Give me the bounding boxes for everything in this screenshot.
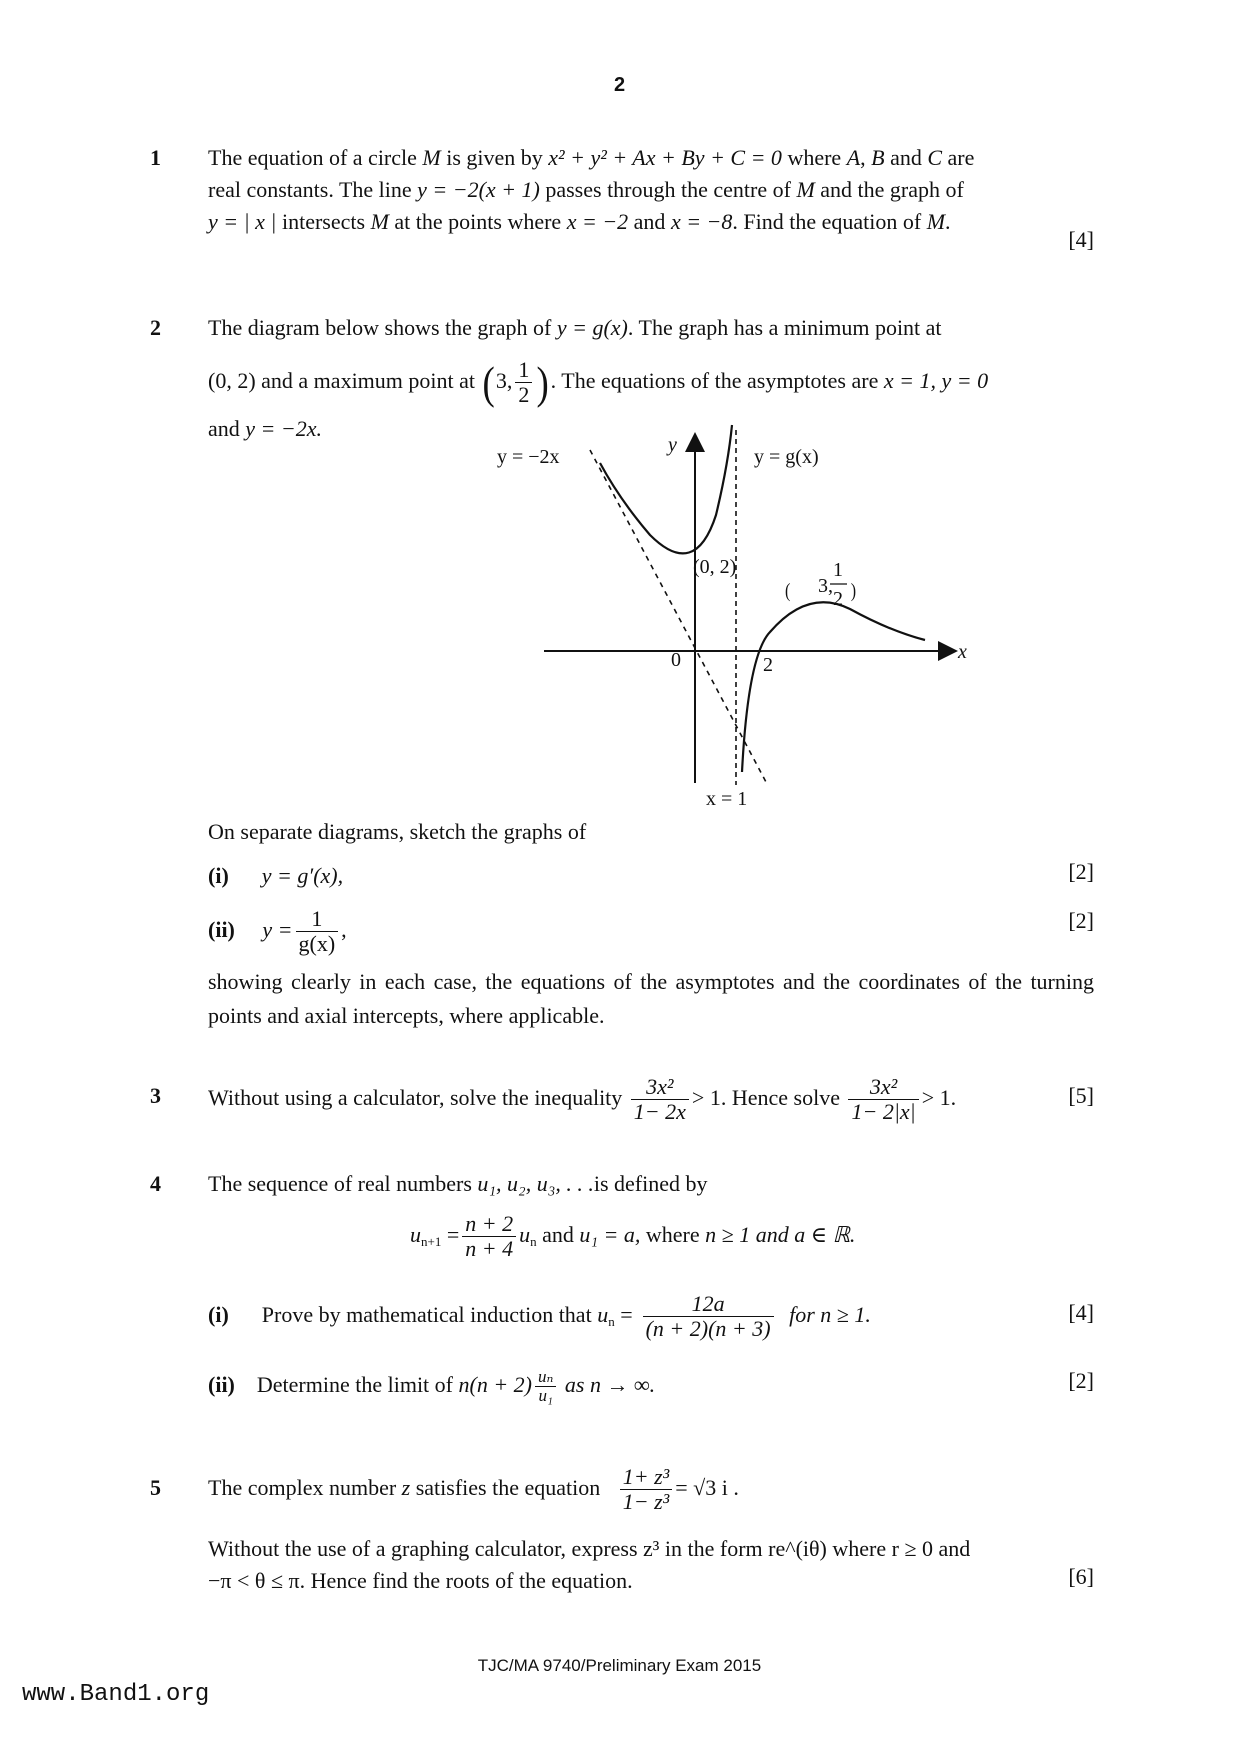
question-2-intro: On separate diagrams, sketch the graphs of bbox=[208, 819, 587, 844]
label-vertical-asymptote: x = 1 bbox=[706, 788, 748, 810]
label-min-point: (0, 2) bbox=[693, 556, 737, 578]
question-3-line: Without using a calculator, solve the inequality $\frac{\text{3x²}}{1- 2x}$ > 1. Hence solve $\frac{\text{3x²}}{1- 2|x|}$ > 1. bbox=[208, 1074, 957, 1125]
question-2-line-3: and y = −2x. bbox=[208, 416, 322, 441]
watermark[interactable]: www.Band1.org bbox=[22, 1681, 210, 1708]
footer: TJC/MA 9740/Preliminary Exam 2015 bbox=[477, 1656, 762, 1675]
max-right-paren: ) bbox=[850, 579, 857, 602]
question-2-part-i: (i) y = g′(x), bbox=[208, 863, 344, 888]
question-4-part-ii-marks: [2] bbox=[1068, 1368, 1094, 1393]
question-4-number: 4 bbox=[150, 1171, 161, 1196]
question-4-line-1: The sequence of real numbers u₁, u₂, u₃, . . .is defined by bbox=[208, 1171, 708, 1196]
question-4-part-i-marks: [4] bbox=[1068, 1300, 1094, 1325]
question-1-line-3: y = | x | intersects M at the points where x = −2 and x = −8. Find the equation of M. bbox=[208, 209, 951, 234]
question-4-recurrence: $u_{n+1}$ = $\frac{n + 2}{n + 4}$ $u_n$ and u₁ = a, where n ≥ 1 and a ∈ ℝ. bbox=[410, 1211, 856, 1262]
left-branch-curve bbox=[600, 425, 732, 553]
question-5-marks: [6] bbox=[1068, 1564, 1094, 1589]
label-curve: y = g(x) bbox=[754, 446, 819, 468]
question-5-line-1: The complex number z satisfies the equation $\frac{\text{1+ z³}}{\text{1− z³}}$ = √3 i . bbox=[208, 1464, 739, 1515]
oblique-asymptote bbox=[590, 450, 766, 782]
question-4-part-i: (i) Prove by mathematical induction that $u_n$ = $\frac{12a}{(n + 2)(n + 3)}$ for n ≥ 1. bbox=[208, 1291, 871, 1342]
question-3-marks: [5] bbox=[1068, 1083, 1094, 1108]
question-2-part-ii: (ii) y = $\frac{1}{g(x)}$ , bbox=[208, 906, 347, 957]
question-5-line-3: −π < θ ≤ π. Hence find the roots of the equation. bbox=[208, 1568, 633, 1593]
question-4-part-ii: (ii) Determine the limit of n(n + 2) $\frac{\text{uₙ}}{\text{u₁}}$ as n → ∞. bbox=[208, 1366, 656, 1406]
label-oblique-asymptote: y = −2x bbox=[497, 446, 560, 468]
right-branch-curve bbox=[742, 602, 925, 772]
question-5-line-2: Without the use of a graphing calculator, express z³ in the form re^(iθ) where r ≥ 0 and bbox=[208, 1536, 971, 1561]
max-half-den: 2 bbox=[833, 588, 843, 610]
question-2-line-1: The diagram below shows the graph of y = g(x). The graph has a minimum point at bbox=[208, 315, 942, 340]
label-y-axis: y bbox=[668, 434, 677, 456]
question-1-marks: [4] bbox=[1068, 227, 1094, 252]
question-1-line-2: real constants. The line y = −2(x + 1) passes through the centre of M and the graph of bbox=[208, 177, 964, 202]
question-3-number: 3 bbox=[150, 1083, 161, 1108]
graph-of-g bbox=[480, 420, 1000, 820]
label-x-axis: x bbox=[958, 641, 967, 663]
question-2-part-ii-marks: [2] bbox=[1068, 908, 1094, 933]
question-2-closing: showing clearly in each case, the equations of the asymptotes and the coordinates of the turning points and axial intercepts, where applicable. bbox=[208, 969, 1094, 1028]
max-half-num: 1 bbox=[833, 559, 843, 581]
question-5-number: 5 bbox=[150, 1475, 161, 1500]
question-1-number: 1 bbox=[150, 145, 161, 170]
question-2-part-i-marks: [2] bbox=[1068, 859, 1094, 884]
label-origin: 0 bbox=[671, 649, 681, 671]
max-left-paren: ( bbox=[785, 579, 791, 602]
page-number: 2 bbox=[613, 74, 626, 96]
question-1-line-1: The equation of a circle M is given by x² + y² + Ax + By + C = 0 where A, B and C are bbox=[208, 145, 975, 170]
label-root: 2 bbox=[763, 654, 773, 676]
question-2-number: 2 bbox=[150, 315, 161, 340]
max-x-value: 3, bbox=[818, 575, 833, 597]
question-2-line-2: (0, 2) and a maximum point at (3, $\frac{1}{2}$ ). The equations of the asymptotes are x = 1, y = 0 bbox=[208, 356, 989, 408]
